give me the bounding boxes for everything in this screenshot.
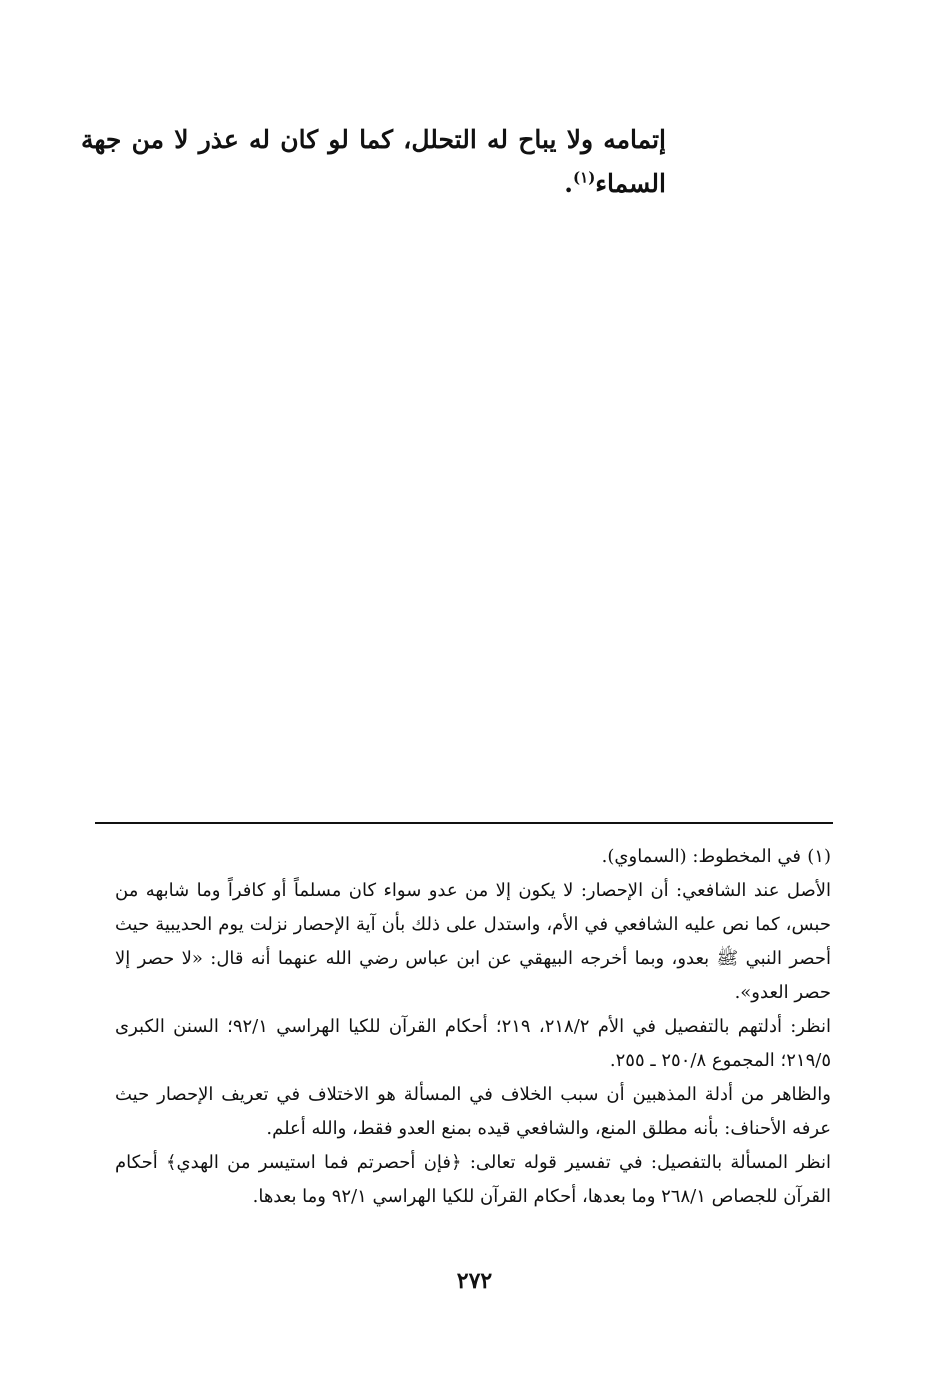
footnote-paragraph: انظر: أدلتهم بالتفصيل في الأم ٢١٨/٢، ٢١٩؛ أحكام القرآن للكيا الهراسي ٩٢/١؛ السنن الكبرى ٢١٩/٥؛ المجموع ٢٥٠/٨ ـ ٢٥٥. <box>115 1016 832 1071</box>
footnote-paragraph: والظاهر من أدلة المذهبين أن سبب الخلاف في المسألة هو الاختلاف في تعريف الإحصار حيث عرفه الأحناف: بأنه مطلق المنع، والشافعي قيده بمنع العدو فقط، والله أعلم. <box>115 1084 831 1139</box>
footnote-reference: (١) <box>573 168 596 187</box>
main-paragraph-text: إتمامه ولا يباح له التحلل، كما لو كان له عذر لا من جهة السماء <box>81 125 666 198</box>
main-text-block <box>81 118 666 206</box>
footnote-heading <box>115 840 831 874</box>
page-number: ٢٧٢ <box>456 1268 493 1294</box>
footnote-marker: (١) <box>807 846 831 867</box>
footnotes-block <box>115 840 831 1214</box>
footnote-separator-line <box>95 822 833 824</box>
footnote-paragraph: انظر المسألة بالتفصيل: في تفسير قوله تعالى: ﴿فإن أحصرتم فما استيسر من الهدي﴾ أحكام القرآن للجصاص ٢٦٨/١ وما بعدها، أحكام القرآن للكيا الهراسي ٩٢/١ وما بعدها. <box>115 1152 831 1207</box>
main-paragraph <box>81 118 666 206</box>
footnote-paragraph: الأصل عند الشافعي: أن الإحصار: لا يكون إلا من عدو سواء كان مسلماً أو كافراً وما شابهه من حبس، كما نص عليه الشافعي في الأم، واستدل على ذلك بأن آية الإحصار نزلت يوم الحديبية حيث أحصر النبي ﷺ بعدو، وبما أخرجه البيهقي عن ابن عباس رضي الله عنهما أنه قال: «لا حصر إلا حصر العدو». <box>115 880 831 1003</box>
main-paragraph-end: . <box>564 169 574 198</box>
footnote-heading-text: في المخطوط: (السماوي). <box>601 846 801 867</box>
